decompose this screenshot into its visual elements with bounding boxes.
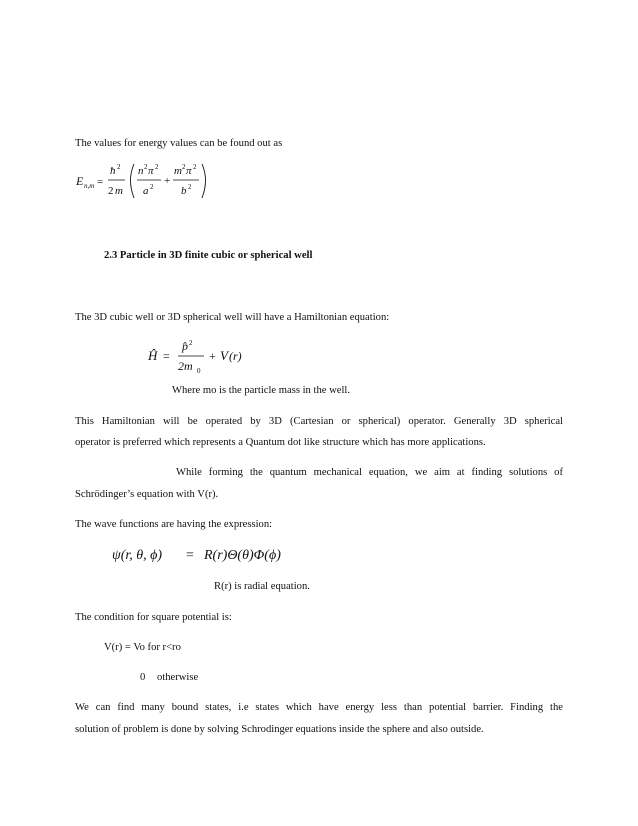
hamiltonian-H: Ĥ [148,348,158,363]
energy-equation [72,158,212,209]
hamiltonian-V: V [220,348,228,363]
hamiltonian-p: p̂ [182,339,188,353]
energy-m: m [174,165,182,177]
energy-a: a [143,185,149,197]
forming-paragraph-line-1: While forming the quantum mechanical equation, we aim at finding solutions of [176,467,563,478]
energy-m-exponent: 2 [182,163,186,171]
energy-intro-text: The values for energy values can be found out as [75,138,283,149]
energy-pi-exponent-1: 2 [155,163,159,171]
energy-pi-1: π [148,165,154,177]
section-heading: 2.3 Particle in 3D finite cubic or spherical well [104,250,313,261]
mass-note-text: Where mo is the particle mass in the well. [172,385,350,396]
energy-lhs: E [76,174,84,188]
wave-equation-svg [110,540,310,566]
energy-n-exponent: 2 [144,163,148,171]
forming-paragraph-line-2: Schrödinger’s equation with V(r). [75,489,219,500]
bound-paragraph-line-2: solution of problem is done by solving Schrodinger equations inside the sphere and also outside. [75,724,484,735]
energy-left-paren [131,164,135,198]
hamiltonian-intro-text: The 3D cubic well or 3D spherical well will have a Hamiltonian equation: [75,312,390,323]
operator-paragraph-line-1: This Hamiltonian will be operated by 3D (Cartesian or spherical) operator. Generally 3D spherical [75,416,563,427]
bound-paragraph-line-1: We can find many bound states, i.e states which have energy less than potential barrier. Finding the [75,702,563,713]
potential-case-2-value: 0 [140,672,146,683]
wave-equals: = [186,548,194,563]
hamiltonian-equation [146,336,256,381]
energy-hbar-exponent: 2 [117,163,121,171]
energy-lhs-subscript: n,m [84,182,95,190]
radial-note-text: R(r) is radial equation. [214,581,310,592]
energy-pi-exponent-2: 2 [193,163,197,171]
square-potential-intro: The condition for square potential is: [75,612,232,623]
hamiltonian-p-exponent: 2 [189,339,193,347]
energy-den-two: 2 [108,185,114,197]
energy-pi-2: π [186,165,192,177]
energy-equals: = [97,176,104,188]
energy-plus: + [164,175,171,187]
hamiltonian-equals: = [163,349,170,363]
wave-intro-text: The wave functions are having the expression: [75,519,273,530]
potential-case-1: V(r) = Vo for r<ro [104,642,181,653]
energy-b: b [181,185,187,197]
operator-paragraph-line-2: operator is preferred which represents a Quantum dot like structure which has more applications. [75,437,486,448]
energy-a-exponent: 2 [150,183,154,191]
wave-equation [110,540,310,569]
potential-case-2-label: otherwise [157,672,199,683]
hamiltonian-equation-svg [146,336,256,378]
hamiltonian-plus: + [209,349,216,363]
hamiltonian-den-subscript: 0 [197,367,201,375]
energy-den-m: m [115,185,123,197]
energy-right-paren [202,164,206,198]
energy-equation-svg [72,158,212,206]
wave-rhs: R(r)Θ(θ)Φ(ϕ) [204,548,281,563]
hamiltonian-den: 2m [178,359,193,373]
energy-hbar: ħ [110,165,116,177]
wave-lhs: ψ(r, θ, ϕ) [112,548,163,563]
energy-b-exponent: 2 [188,183,192,191]
energy-n: n [138,165,144,177]
hamiltonian-r: (r) [229,349,242,363]
